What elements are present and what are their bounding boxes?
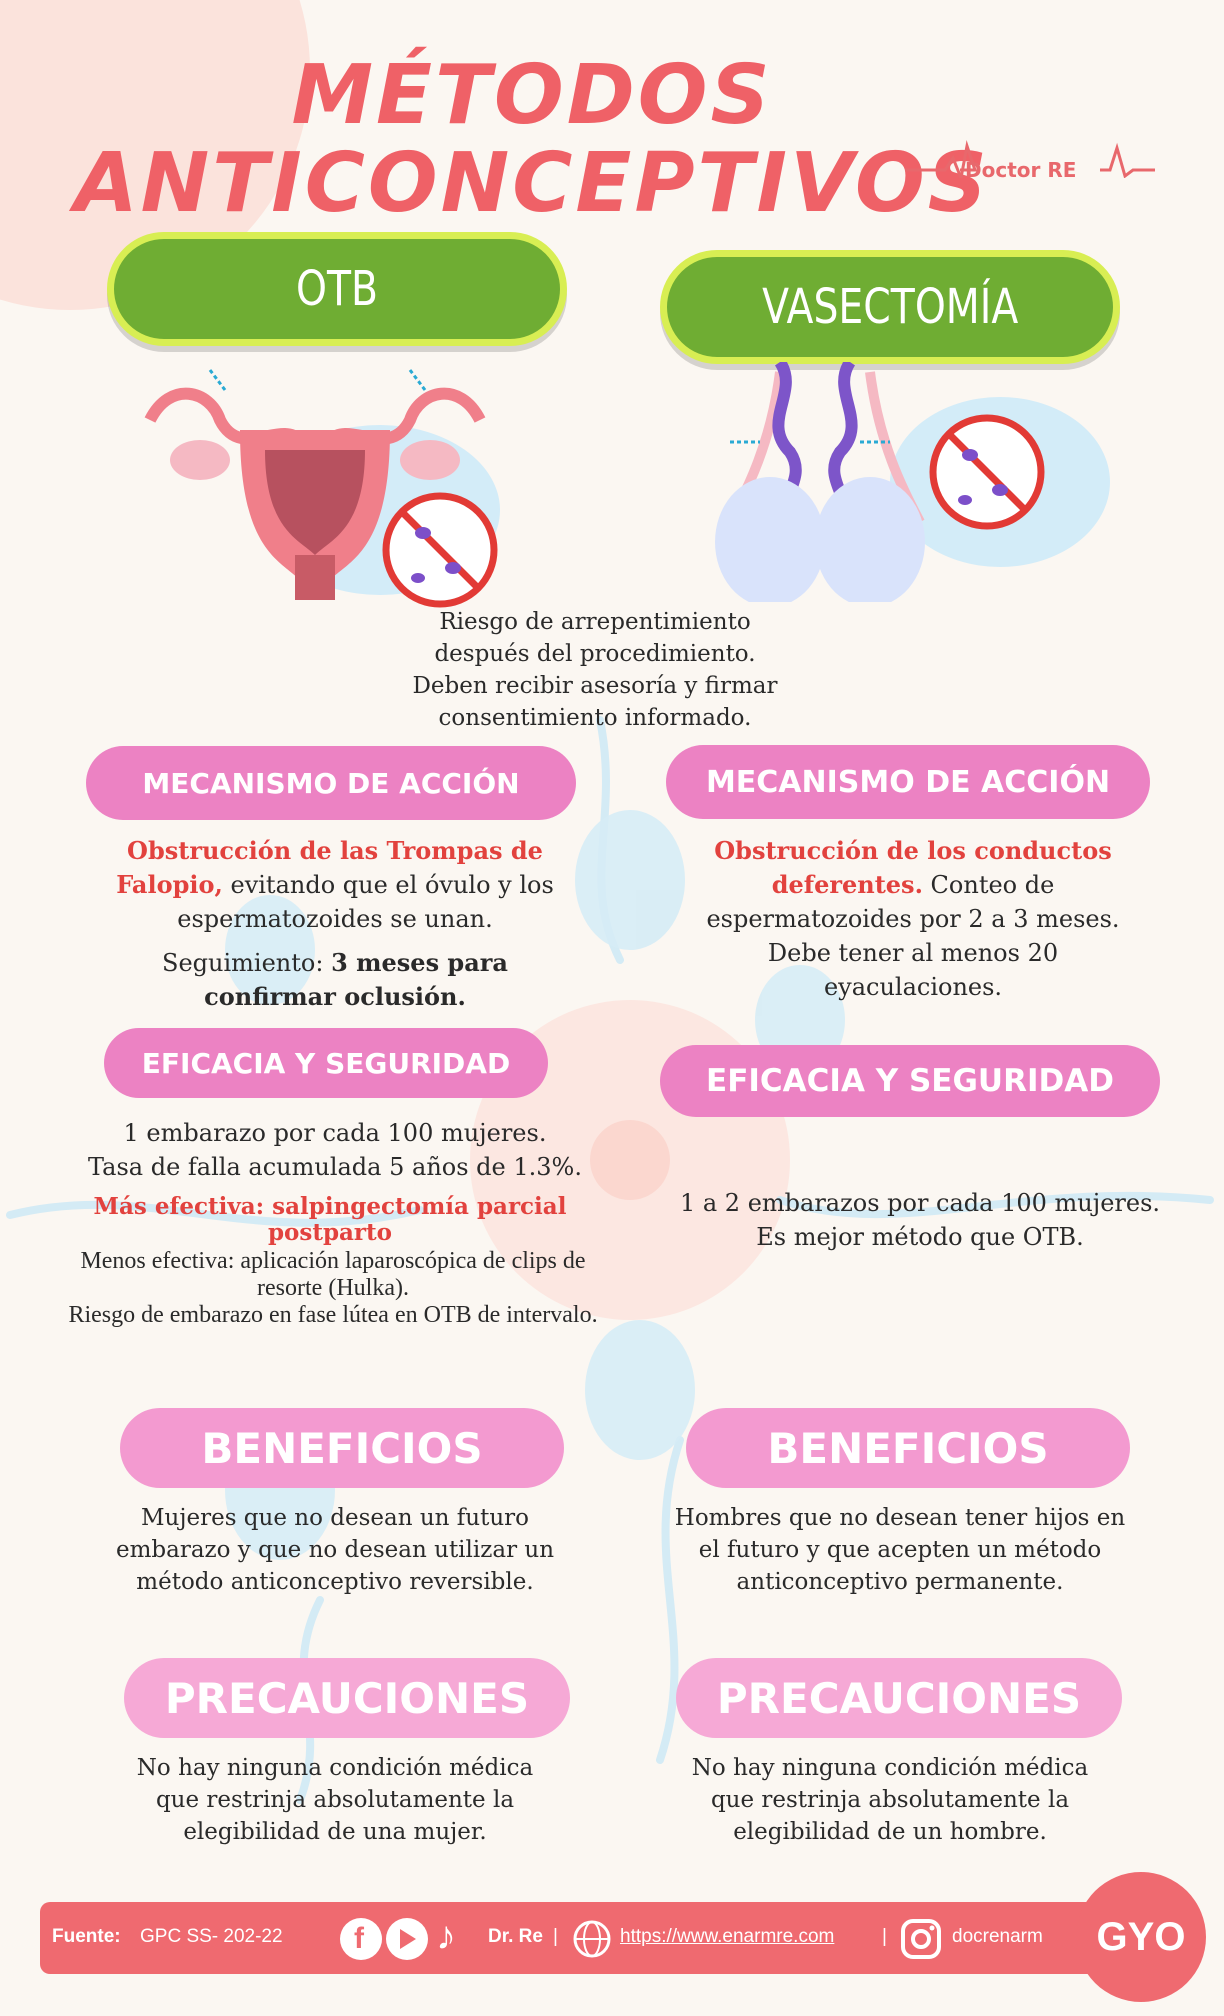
instagram-icon[interactable] — [900, 1918, 942, 1960]
testes-illustration — [700, 362, 1120, 602]
vas-mechanism-heading-text: MECANISMO DE ACCIÓN — [705, 764, 1111, 800]
vas-precautions-text: No hay ninguna condición médica que restrinja absolutamente la elegibilidad de un hombre. — [691, 1755, 1089, 1845]
otb-precautions-heading-text: PRECAUCIONES — [164, 1673, 530, 1723]
otb-precautions-heading — [124, 1658, 570, 1738]
vasectomy-label: VASECTOMÍA — [761, 279, 1019, 335]
brand-name: Doctor RE — [965, 158, 1077, 182]
shared-note: Riesgo de arrepentimiento después del procedimiento. Deben recibir asesoría y firmar consentimiento informado. — [412, 609, 778, 731]
globe-icon — [572, 1919, 612, 1959]
facebook-icon[interactable]: f — [340, 1918, 382, 1960]
otb-less-effective: Menos efectiva: aplicación laparoscópica de clips de resorte (Hulka). — [80, 1248, 586, 1301]
otb-efficacy-heading-text: EFICACIA Y SEGURIDAD — [141, 1046, 511, 1080]
footer-handle[interactable]: docrenarm — [952, 1926, 1043, 1947]
vas-benefits-text: Hombres que no desean tener hijos en el futuro y que acepten un método anticonceptivo permanente. — [674, 1505, 1126, 1595]
vas-mechanism-highlight: Obstrucción de los conductos deferentes. — [714, 836, 1112, 899]
otb-efficacy-heading — [104, 1028, 548, 1098]
vas-efficacy-heading-text: EFICACIA Y SEGURIDAD — [706, 1063, 1114, 1099]
otb-followup-bold: 3 meses para confirmar oclusión. — [204, 948, 508, 1011]
page-title-line2: ANTICONCEPTIVOS — [74, 136, 990, 231]
otb-mechanism-heading — [86, 746, 576, 820]
footer-source-value: GPC SS- 202-22 — [140, 1926, 283, 1947]
tiktok-icon[interactable]: ♪ — [436, 1914, 456, 1958]
otb-mechanism-body: evitando que el óvulo y los espermatozoides se unan. — [177, 871, 554, 933]
vasectomy-label-pill — [660, 250, 1120, 364]
footer-divider: | — [882, 1926, 887, 1947]
vas-mechanism-heading — [666, 745, 1150, 819]
footer-url[interactable]: https://www.enarmre.com — [620, 1926, 835, 1947]
section-tag-badge — [1076, 1872, 1206, 2002]
footer-divider: | — [553, 1926, 558, 1947]
section-tag: GYO — [1096, 1914, 1186, 1959]
otb-efficacy-line2: Tasa de falla acumulada 5 años de 1.3%. — [88, 1153, 582, 1181]
footer-bar — [40, 1902, 1130, 1974]
otb-mechanism-highlight: Obstrucción de las Trompas de Falopio, — [116, 836, 543, 899]
vas-mechanism-text — [683, 834, 1143, 1004]
otb-efficacy-line1: 1 embarazo por cada 100 mujeres. — [123, 1119, 547, 1147]
no-sperm-icon — [925, 410, 1049, 534]
footer-source-label: Fuente: — [52, 1926, 121, 1947]
otb-followup — [135, 946, 535, 1014]
vas-precautions-heading-text: PRECAUCIONES — [716, 1673, 1082, 1723]
vas-benefits-heading-text: BENEFICIOS — [767, 1423, 1049, 1473]
vas-benefits-heading — [686, 1408, 1130, 1488]
otb-most-effective: Más efectiva: salpingectomía parcial postparto — [93, 1193, 567, 1246]
otb-mechanism-text — [105, 834, 565, 936]
otb-risk: Riesgo de embarazo en fase lútea en OTB de intervalo. — [68, 1302, 598, 1328]
otb-benefits-heading-text: BENEFICIOS — [201, 1423, 483, 1473]
vas-efficacy-line1: 1 a 2 embarazos por cada 100 mujeres. — [679, 1189, 1161, 1217]
otb-mechanism-heading-text: MECANISMO DE ACCIÓN — [142, 766, 520, 800]
otb-followup-prefix: Seguimiento: — [162, 949, 332, 977]
no-sperm-icon — [378, 488, 502, 612]
vas-efficacy-line2: Es mejor método que OTB. — [756, 1223, 1084, 1251]
footer-author: Dr. Re — [488, 1926, 543, 1947]
vas-efficacy-heading — [660, 1045, 1160, 1117]
otb-benefits-heading — [120, 1408, 564, 1488]
otb-label: OTB — [295, 261, 379, 317]
otb-precautions-text: No hay ninguna condición médica que restrinja absolutamente la elegibilidad de una mujer. — [136, 1755, 534, 1845]
vas-mechanism-body: Conteo de espermatozoides por 2 a 3 meses. Debe tener al menos 20 eyaculaciones. — [706, 871, 1120, 1001]
otb-label-pill — [107, 232, 567, 346]
vas-precautions-heading — [676, 1658, 1122, 1738]
youtube-icon[interactable] — [386, 1918, 428, 1960]
brand-logo — [905, 128, 1155, 182]
page-title-line1: MÉTODOS — [291, 48, 773, 143]
otb-benefits-text: Mujeres que no desean un futuro embarazo y que no desean utilizar un método anticonceptivo reversible. — [115, 1505, 555, 1595]
